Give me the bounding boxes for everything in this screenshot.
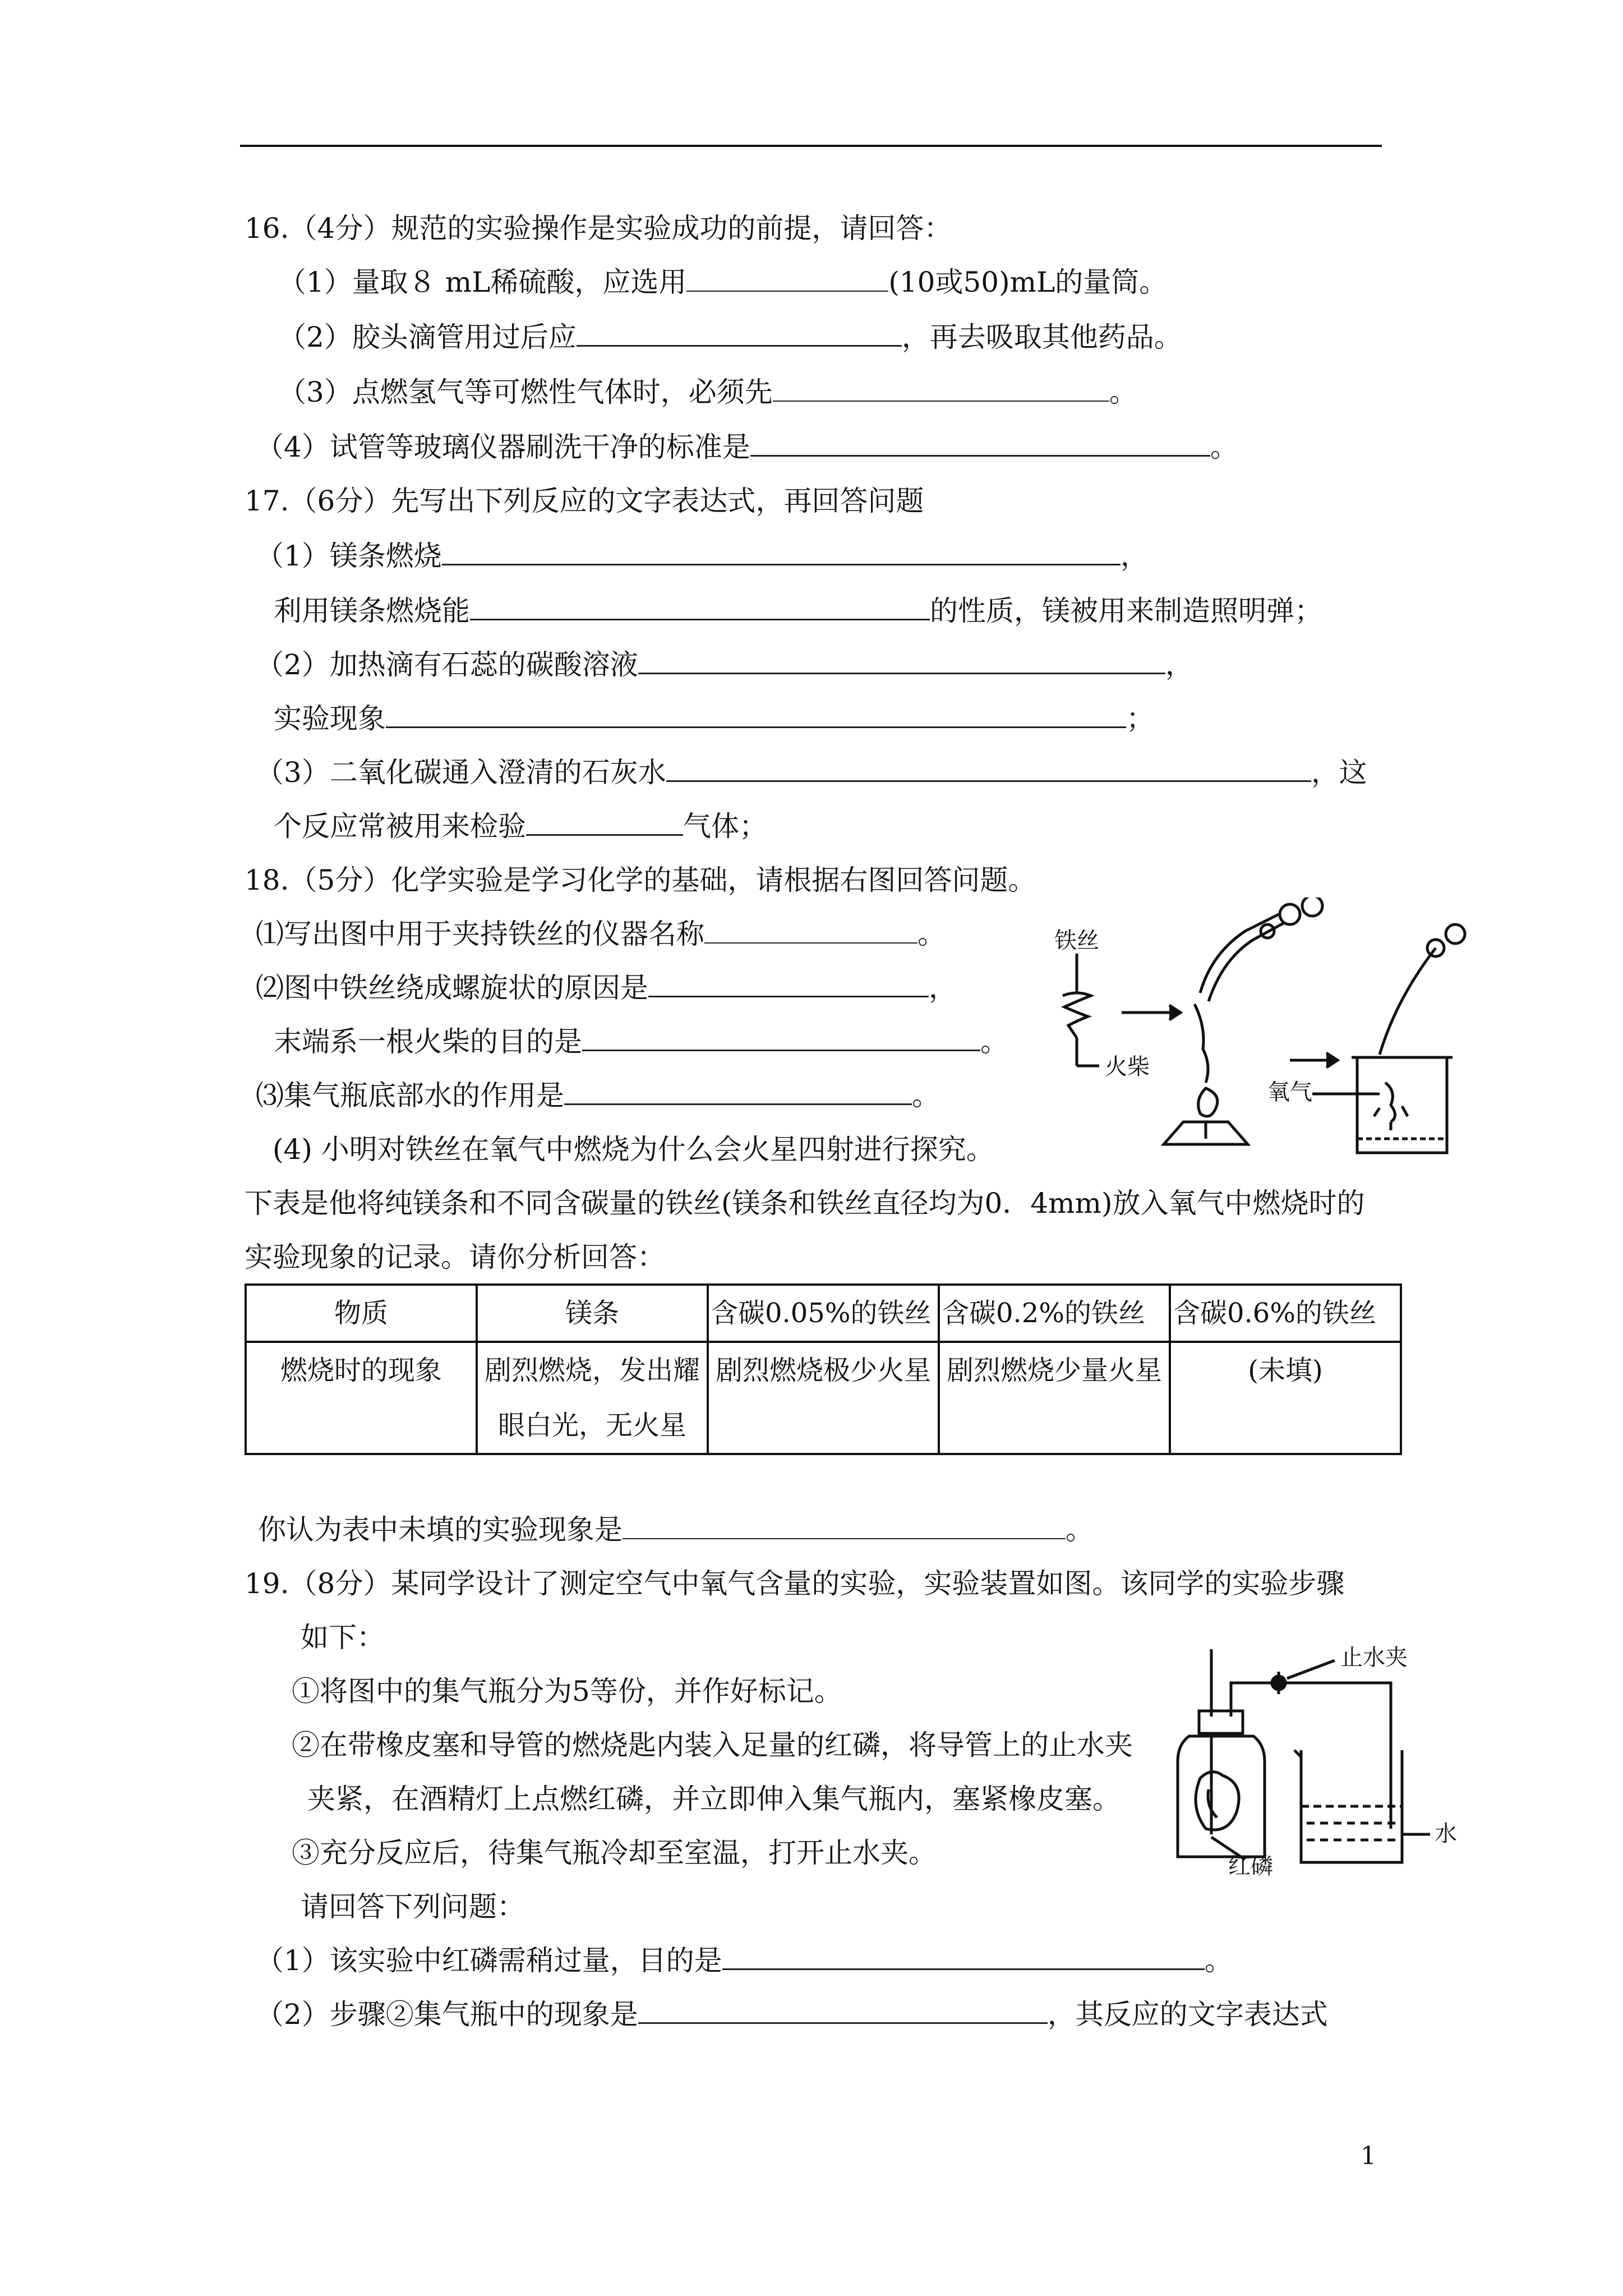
table-header-cell: 镁条 bbox=[477, 1285, 708, 1342]
table-header-cell: 物质 bbox=[246, 1285, 477, 1342]
answer-blank[interactable] bbox=[564, 1078, 912, 1105]
table-header-cell: 含碳0.6%的铁丝 bbox=[1170, 1285, 1401, 1342]
q19-step2a: ②在带橡皮塞和导管的燃烧匙内装入足量的红磷，将导管上的止水夹 bbox=[292, 1729, 1133, 1761]
answer-blank[interactable] bbox=[526, 808, 683, 836]
page-number: 1 bbox=[1361, 2142, 1376, 2170]
q18-part2-match: 末端系一根火柴的目的是 。 bbox=[274, 1022, 1008, 1061]
iron-wire-combustion-figure bbox=[1043, 898, 1486, 1161]
phosphorus-label: 红磷 bbox=[1228, 1853, 1273, 1879]
q19-step1: ①将图中的集气瓶分为5等份，并作好标记。 bbox=[292, 1675, 842, 1708]
q18-answer-line: 你认为表中未填的实验现象是 。 bbox=[258, 1513, 1094, 1546]
answer-blank[interactable] bbox=[773, 375, 1109, 402]
table-cell: 剧烈燃烧少量火星 bbox=[939, 1342, 1170, 1454]
q19-step3: ③充分反应后，待集气瓶冷却至室温，打开止水夹。 bbox=[292, 1837, 937, 1869]
q17-part2-phenomenon: 实验现象 ； bbox=[274, 699, 1154, 738]
q18-part2: ⑵图中铁丝绕成螺旋状的原因是 ， bbox=[256, 968, 957, 1007]
answer-blank[interactable] bbox=[722, 1943, 1205, 1970]
match-label: 火柴 bbox=[1105, 1054, 1150, 1080]
q18-part1: ⑴写出图中用于夹持铁丝的仪器名称 。 bbox=[256, 918, 946, 950]
answer-blank[interactable] bbox=[386, 701, 1126, 728]
q18-stem: 18.（5分）化学实验是学习化学的基础，请根据右图回答问题。 bbox=[245, 864, 1036, 896]
answer-blank[interactable] bbox=[638, 647, 1165, 674]
record-table bbox=[245, 1283, 1402, 1455]
wire-label: 铁丝 bbox=[1054, 928, 1099, 954]
q18-part3: ⑶集气瓶底部水的作用是 。 bbox=[256, 1076, 940, 1115]
q17-part1: （1）镁条燃烧 ， bbox=[256, 536, 1149, 576]
q19-intro: 如下： bbox=[301, 1621, 385, 1654]
q19-step2b: 夹紧，在酒精灯上点燃红磷，并立即伸入集气瓶内，塞紧橡皮塞。 bbox=[307, 1783, 1121, 1815]
answer-blank[interactable] bbox=[648, 970, 929, 997]
answer-blank[interactable] bbox=[704, 917, 917, 944]
answer-blank[interactable] bbox=[577, 319, 902, 347]
q19-part2: （2）步骤②集气瓶中的现象是 ，其反应的文字表达式 bbox=[256, 1995, 1328, 2034]
answer-blank[interactable] bbox=[666, 754, 1311, 782]
answer-blank[interactable] bbox=[638, 1996, 1048, 2024]
table-cell: (未填) bbox=[1170, 1342, 1401, 1454]
clamp-label: 止水夹 bbox=[1340, 1645, 1408, 1671]
q17-part2: （2）加热滴有石蕊的碳酸溶液 ， bbox=[256, 645, 1193, 684]
q16-part1: （1）量取８ mL稀硫酸，应选用 (10或50)mL的量筒。 bbox=[278, 266, 1168, 298]
table-cell: 剧烈燃烧，发出耀眼白光，无火星 bbox=[477, 1342, 708, 1454]
q17-part3-test: 个反应常被用来检验 气体； bbox=[274, 807, 767, 846]
q18-intro-line1: 下表是他将纯镁条和不同含碳量的铁丝(镁条和铁丝直径均为0．4mm)放入氧气中燃烧时的 bbox=[245, 1187, 1365, 1220]
q19-stem: 19.（8分）某同学设计了测定空气中氧气含量的实验，实验装置如图。该同学的实验步骤 bbox=[245, 1567, 1345, 1600]
answer-blank[interactable] bbox=[582, 1024, 980, 1051]
answer-blank[interactable] bbox=[750, 429, 1210, 457]
header-rule bbox=[240, 145, 1382, 147]
q18-part4: (4) 小明对铁丝在氧气中燃烧为什么会火星四射进行探究。 bbox=[273, 1133, 994, 1166]
q19-part1: （1）该实验中红磷需稍过量，目的是 。 bbox=[256, 1941, 1233, 1980]
q18-intro-line2: 实验现象的记录。请你分析回答： bbox=[245, 1241, 665, 1273]
table-header-cell: 含碳0.05%的铁丝 bbox=[708, 1285, 939, 1342]
table-cell: 剧烈燃烧极少火星 bbox=[708, 1342, 939, 1454]
q17-part3: （3）二氧化碳通入澄清的石灰水 ，这 bbox=[256, 753, 1367, 792]
q17-part1-property: 利用镁条燃烧能 的性质，镁被用来制造照明弹； bbox=[274, 591, 1322, 631]
oxygen-label: 氧气 bbox=[1267, 1079, 1312, 1105]
q16-stem: 16.（4分）规范的实验操作是实验成功的前提，请回答： bbox=[245, 212, 952, 245]
table-header-row bbox=[246, 1285, 1401, 1342]
q16-part3: （3）点燃氢气等可燃性气体时，必须先 。 bbox=[278, 376, 1137, 408]
q16-part4: （4）试管等玻璃仪器刷洗干净的标准是 。 bbox=[256, 427, 1238, 467]
answer-blank[interactable] bbox=[470, 593, 930, 620]
q19-ask: 请回答下列问题： bbox=[301, 1890, 525, 1923]
answer-blank[interactable] bbox=[623, 1512, 1066, 1539]
q16-part2: （2）胶头滴管用过后应 ，再去吸取其他药品。 bbox=[278, 318, 1182, 357]
q17-stem: 17.（6分）先写出下列反应的文字表达式，再回答问题 bbox=[245, 485, 924, 517]
oxygen-content-apparatus-figure bbox=[1166, 1638, 1492, 1885]
answer-blank[interactable] bbox=[442, 538, 1121, 565]
table-header-cell: 含碳0.2%的铁丝 bbox=[939, 1285, 1170, 1342]
water-label: 水 bbox=[1435, 1821, 1457, 1847]
table-row bbox=[246, 1342, 1401, 1454]
answer-blank[interactable] bbox=[686, 265, 888, 292]
table-row-label: 燃烧时的现象 bbox=[246, 1342, 477, 1454]
